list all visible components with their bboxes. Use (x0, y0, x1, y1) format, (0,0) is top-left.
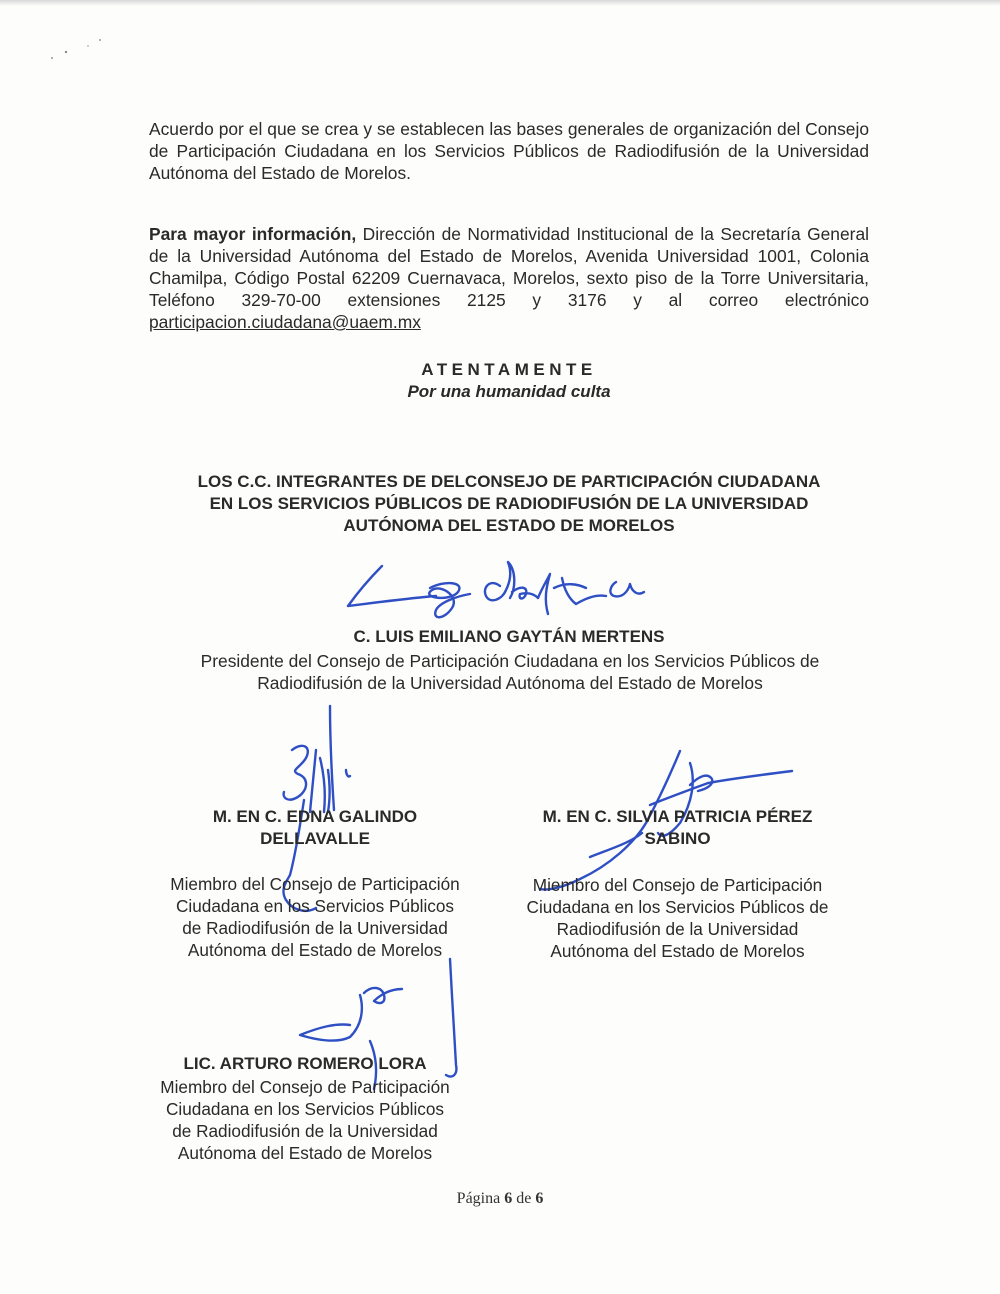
member-3-role-line-3: de Radiodifusión de la Universidad (172, 1121, 438, 1141)
member-2-name-line-1: M. EN C. SILVIA PATRICIA PÉREZ (542, 807, 813, 826)
president-role-line-1: Presidente del Consejo de Participación Ciudadana en los Servicios Públicos de (200, 651, 820, 671)
member-2-role-line-3: Radiodifusión de la Universidad (556, 919, 799, 939)
page-of-word: de (516, 1190, 532, 1207)
intro-paragraph: Acuerdo por el que se crea y se establecen las bases generales de organización del Consejo de Participación Ciudadana en los Servicios Públicos de Radiodifusión de la Universidad Autónoma del Estado de Morelos. (149, 119, 869, 183)
member-1-role-line-1: Miembro del Consejo de Participación (170, 874, 460, 894)
member-1-role-line-2: Ciudadana en los Servicios Públicos (175, 896, 455, 916)
member-1-role (140, 873, 490, 961)
heading-line-3: AUTÓNOMA DEL ESTADO DE MORELOS (343, 516, 675, 535)
heading-line-1: LOS C.C. INTEGRANTES DE DELCONSEJO DE PARTICIPACIÓN CIUDADANA (197, 472, 821, 491)
member-3-name-line-1: LIC. ARTURO ROMERO LORA (183, 1054, 427, 1073)
member-1-role-line-4: Autónoma del Estado de Morelos (187, 940, 443, 960)
president-role-line-2: Radiodifusión de la Universidad Autónoma del Estado de Morelos (257, 673, 763, 693)
president-name: C. LUIS EMILIANO GAYTÁN MERTENS (353, 627, 665, 646)
heading-line-2: EN LOS SERVICIOS PÚBLICOS DE RADIODIFUSIÓN DE LA UNIVERSIDAD (209, 494, 809, 513)
contact-paragraph (149, 223, 869, 333)
page-total: 6 (535, 1190, 544, 1207)
contact-lead: Para mayor información, (149, 224, 357, 244)
signatories-heading (149, 471, 869, 537)
page-current: 6 (504, 1190, 513, 1207)
scan-edge (0, 0, 1000, 6)
member-3-role-line-4: Autónoma del Estado de Morelos (177, 1143, 433, 1163)
page-word: Página (456, 1190, 501, 1207)
member-3-name (140, 1053, 470, 1075)
member-2-name (505, 806, 850, 850)
member-2-role (490, 874, 865, 962)
salutation: ATENTAMENTE (421, 360, 597, 379)
contact-email-link[interactable]: participacion.ciudadana@uaem.mx (149, 312, 421, 332)
member-2-role-line-4: Autónoma del Estado de Morelos (550, 941, 805, 961)
president-role (120, 650, 900, 694)
member-3-role (140, 1076, 470, 1164)
page-number (400, 1190, 600, 1208)
member-3-role-line-1: Miembro del Consejo de Participación (160, 1077, 450, 1097)
member-2-role-line-1: Miembro del Consejo de Participación (532, 875, 823, 895)
motto: Por una humanidad culta (407, 382, 611, 401)
president-signature (340, 548, 670, 628)
member-1-role-line-3: de Radiodifusión de la Universidad (182, 918, 448, 938)
member-1-name-line-1: M. EN C. EDNA GALINDO (212, 807, 418, 826)
member-2-role-line-2: Ciudadana en los Servicios Públicos de (526, 897, 829, 917)
contact-body: Dirección de Normatividad Institucional de la Secretaría General de la Universidad Autónoma del Estado de Morelos, Avenida Universidad 1001, Colonia Chamilpa, Código Postal 62209 Cuernavaca, Morelos, sexto piso de la Torre Universitaria, Teléfono 329-70-00 extensiones 2125 y 3176 y al correo electrónico (149, 224, 869, 310)
member-1-name-line-2: DELLAVALLE (260, 829, 370, 848)
member-3-role-line-2: Ciudadana en los Servicios Públicos (165, 1099, 445, 1119)
member-1-name (160, 806, 470, 850)
member-2-name-line-2: SABINO (644, 829, 711, 848)
scan-specks (40, 34, 120, 74)
